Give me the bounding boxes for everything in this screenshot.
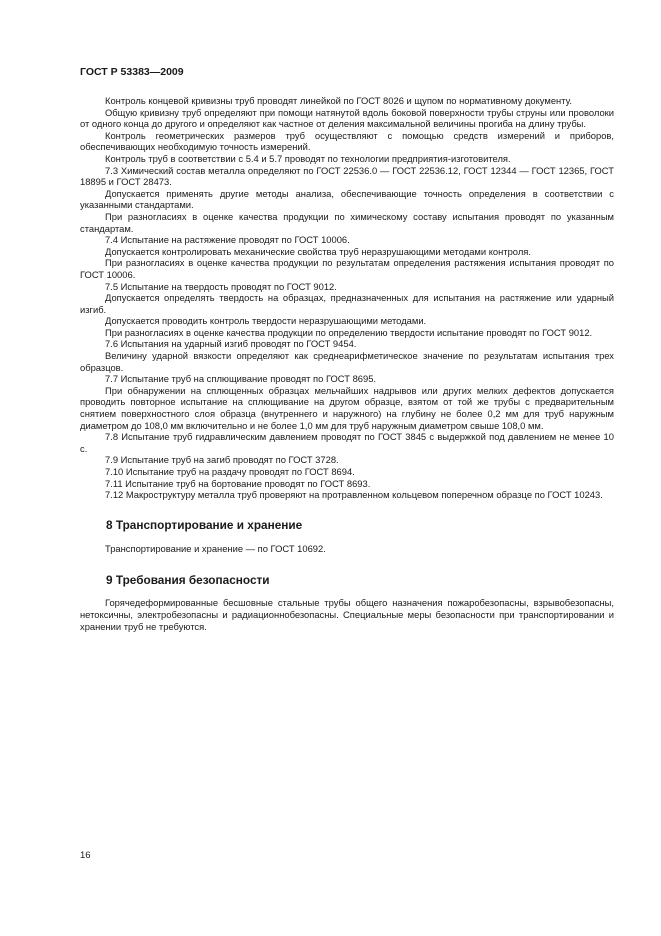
paragraph: 7.4 Испытание на растяжение проводят по ГОСТ 10006.: [105, 234, 350, 246]
paragraph: Допускается проводить контроль твердости неразрушающими методами.: [105, 315, 427, 327]
paragraph: При обнаружении на сплющенных образцах мельчайших надрывов или других мелких дефектов допускается проводить повторное испытание на сплющивание на другом образце, взятом от той же трубы с предварительным снятием поверхностного слоя образца (внутреннего и наружного) на глубину не более 0,2 мм для труб наружным диаметром до 108,0 мм включительно и не более 1,0 мм для труб наружным диаметром свыше 108,0 мм.: [80, 384, 614, 431]
paragraph: 7.3 Химический состав металла определяют по ГОСТ 22536.0 — ГОСТ 22536.12, ГОСТ 12344 — ГОСТ 12365, ГОСТ 18895 и ГОСТ 28473.: [80, 164, 614, 188]
paragraph: 7.5 Испытание на твердость проводят по ГОСТ 9012.: [105, 280, 337, 292]
paragraph: При разногласиях в оценке качества продукции по определению твердости испытание проводят по ГОСТ 9012.: [105, 326, 593, 338]
paragraph: Общую кривизну труб определяют при помощи натянутой вдоль боковой поверхности трубы струны или проволоки от одного конца до другого и определяют как частное от деления максимальной величины прогиба на длину трубы.: [80, 106, 614, 130]
paragraph: Контроль труб в соответствии с 5.4 и 5.7 проводят по технологии предприятия-изготовителя.: [105, 152, 511, 164]
paragraph: 7.12 Макроструктуру металла труб проверяют на протравленном кольцевом поперечном образце по ГОСТ 10243.: [105, 489, 603, 501]
paragraph: 7.8 Испытание труб гидравлическим давлением проводят по ГОСТ 3845 с выдержкой под давлением не менее 10 с.: [80, 431, 614, 454]
paragraph: Контроль концевой кривизны труб проводят линейкой по ГОСТ 8026 и щупом по нормативному документу.: [105, 95, 572, 106]
section-9-heading: 9 Требования безопасности: [106, 573, 270, 588]
paragraph: Величину ударной вязкости определяют как среднеарифметическое значение по результатам испытания трех образцов.: [80, 350, 614, 373]
paragraph: 7.10 Испытание труб на раздачу проводят по ГОСТ 8694.: [105, 466, 355, 477]
page-number: 16: [80, 850, 91, 861]
paragraph: Допускается определять твердость на образцах, предназначенных для испытания на растяжение или ударный изгиб.: [80, 292, 614, 315]
paragraph: Допускается контролировать механические свойства труб неразрушающими методами контроля.: [105, 245, 531, 257]
paragraph: 7.6 Испытания на ударный изгиб проводят по ГОСТ 9454.: [105, 338, 357, 350]
paragraph: 7.7 Испытание труб на сплющивание проводят по ГОСТ 8695.: [105, 373, 377, 385]
paragraph: Допускается применять другие методы анализа, обеспечивающие точность определения в соответствии с указанными стандартами.: [80, 187, 614, 211]
paragraph: 7.11 Испытание труб на бортование проводят по ГОСТ 8693.: [105, 477, 371, 489]
section-8-text: Транспортирование и хранение — по ГОСТ 10692.: [105, 542, 326, 554]
section-8-heading: 8 Транспортирование и хранение: [106, 517, 303, 532]
paragraph: Контроль геометрических размеров труб осуществляют с помощью средств измерений и приборов, обеспечивающих необходимую точность измерений.: [80, 129, 614, 153]
section-9-text: Горячедеформированные бесшовные стальные трубы общего назначения пожаробезопасны, взрывобезопасны, нетоксичны, электробезопасны и радиационнобезопасны. Специальные меры безопасности при транспортировании и хранении труб не требуются.: [80, 597, 614, 632]
paragraph: При разногласиях в оценке качества продукции по химическому составу испытания проводят по указанным стандартам.: [80, 210, 614, 234]
document-header: ГОСТ Р 53383—2009: [80, 66, 184, 78]
document-body: [80, 95, 614, 632]
paragraph: 7.9 Испытание труб на загиб проводят по ГОСТ 3728.: [105, 454, 339, 466]
paragraph: При разногласиях в оценке качества продукции по результатам определения растяжения испытания проводят по ГОСТ 10006.: [80, 257, 614, 280]
